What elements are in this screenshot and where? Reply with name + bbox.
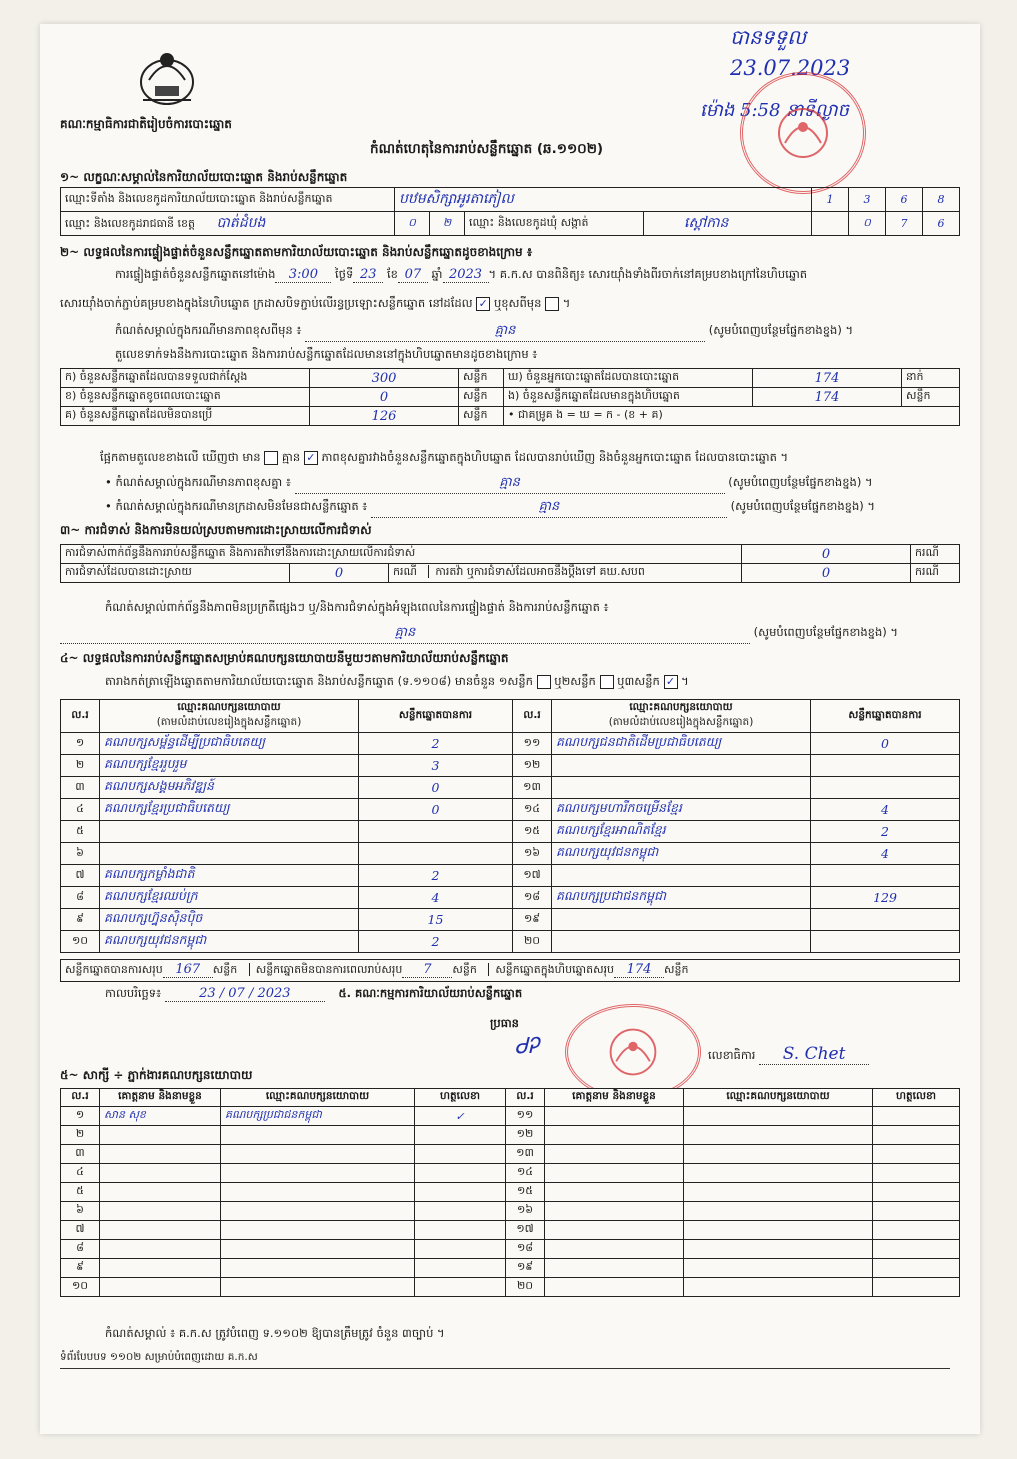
witness-name <box>545 1278 684 1297</box>
result-no: ១៤ <box>513 799 552 821</box>
witness-signature <box>415 1278 506 1297</box>
witness-name <box>545 1126 684 1145</box>
witness-signature <box>873 1240 960 1259</box>
witness-signature <box>873 1183 960 1202</box>
witness-party <box>684 1126 873 1145</box>
witness-party <box>221 1259 415 1278</box>
form-title: កំណត់ហេតុនៃការរាប់សន្លឹកឆ្នោត (ឆ.១១០២) <box>370 141 604 157</box>
witness-name <box>545 1240 684 1259</box>
witness-name <box>100 1240 221 1259</box>
witness-party <box>684 1259 873 1278</box>
signing-date: កាលបរិច្ឆេទ៖ 23 / 07 / 2023 ៥. គណៈកម្មការការិយាល័យរាប់សន្លឹកឆ្នោត <box>105 986 523 1001</box>
result-no: ២០ <box>513 931 552 953</box>
result-no: ៦ <box>61 843 100 865</box>
section5-title: ៥~ សាក្សី ÷ ភ្នាក់ងារគណបក្សនយោបាយ <box>60 1068 253 1082</box>
province-label: ឈ្មោះ និងលេខកូដរាជធានី ខេត្ត <box>65 217 195 230</box>
table-row <box>61 843 960 865</box>
result-no: ១ <box>61 733 100 755</box>
party-name <box>552 755 811 777</box>
witness-party <box>221 1221 415 1240</box>
witness-signature <box>415 1145 506 1164</box>
result-no: ១៩ <box>513 909 552 931</box>
party-votes: 3 <box>359 755 513 777</box>
sheet3-checkbox[interactable]: ✓ <box>664 675 678 689</box>
witness-party <box>221 1145 415 1164</box>
witness-party <box>684 1183 873 1202</box>
table-row <box>61 1164 960 1183</box>
province-value: បាត់ដំបង <box>216 215 266 231</box>
witness-signature <box>415 1183 506 1202</box>
party-name: គណបក្សមហារីកចម្រើនខ្មែរ <box>552 799 811 821</box>
section4-title: ៤~ លទ្ធផលនៃការរាប់សន្លឹកឆ្នោតសម្រាប់គណបក្សនយោបាយនីមួយៗតាមការិយាល័យរាប់សន្លឹកឆ្នោត <box>60 651 509 665</box>
party-name: គណបក្សយុវជនកម្ពុជា <box>552 843 811 865</box>
complaints-count: 0 <box>742 545 911 564</box>
table-row <box>61 1126 960 1145</box>
witness-no: ១៤ <box>506 1164 545 1183</box>
witness-no: ១ <box>61 1107 100 1126</box>
section4-intro: តារាងកត់ត្រាឡើងឆ្នោតតាមការិយាល័យបោះឆ្នោត និងរាប់សន្លឹកឆ្នោត (ទ.១១០៨) មានចំនួន ១សន្លឹក ឬ២សន្លឹក ឬ៣សន្លឹក ✓ ។ <box>105 674 689 688</box>
witness-name <box>100 1126 221 1145</box>
invalid-total: 7 <box>402 962 452 978</box>
witness-name <box>100 1164 221 1183</box>
witness-signature <box>873 1107 960 1126</box>
table-row <box>61 1145 960 1164</box>
witness-party: គណបក្សប្រជាជនកម្ពុជា <box>221 1107 415 1126</box>
witness-no: ១៦ <box>506 1202 545 1221</box>
commune-label: ឈ្មោះ និងលេខកូដឃុំ សង្កាត់ <box>465 212 644 236</box>
table-row <box>61 1221 960 1240</box>
party-name: គណបក្សជនជាតិដើមប្រជាធិបតេយ្យ <box>552 733 811 755</box>
verify-month: 07 <box>398 267 428 283</box>
org-name: គណៈកម្មាធិការជាតិរៀបចំការបោះឆ្នោត <box>60 117 232 131</box>
witness-party <box>684 1240 873 1259</box>
commune-value: ស្ដៅកាន <box>644 212 812 236</box>
valid-total: 167 <box>163 962 213 978</box>
table-row <box>61 1278 960 1297</box>
table-row <box>61 1183 960 1202</box>
table-row <box>61 1107 960 1126</box>
table-row <box>61 1240 960 1259</box>
witness-no: ១៩ <box>506 1259 545 1278</box>
party-name: គណបក្សខ្មែររួបរួម <box>100 755 359 777</box>
witness-party <box>684 1278 873 1297</box>
witness-signature: ✓ <box>415 1107 506 1126</box>
witness-name <box>545 1107 684 1126</box>
witness-no: ៥ <box>61 1183 100 1202</box>
secretary-signature: S. Chet <box>759 1044 869 1065</box>
witness-name <box>100 1183 221 1202</box>
witness-party <box>221 1240 415 1259</box>
witness-name <box>100 1221 221 1240</box>
witness-party <box>221 1126 415 1145</box>
bullet-note-1: • កំណត់សម្គាល់ក្នុងករណីមានភាពខុសគ្នា ៖ គ្មាន (សូមបំពេញបន្ថែមផ្នែកខាងខ្នង) ។ <box>105 474 965 494</box>
witness-signature <box>873 1164 960 1183</box>
witness-party <box>684 1221 873 1240</box>
witness-name <box>545 1164 684 1183</box>
received-time: ម៉ោង 5:58 នាទីល្ងាច <box>700 100 849 121</box>
witness-no: ១៨ <box>506 1240 545 1259</box>
party-votes: 4 <box>811 799 960 821</box>
section2-line1: ការផ្ទៀងផ្ទាត់ចំនួនសន្លឹកឆ្នោតនៅម៉ោង 3:00 ថ្ងៃទី 23 ខែ 07 ឆ្នាំ 2023 ។ គ.ក.ស បានពិនិត្យ៖ សោរយ៉ាំងទាំងពីរចាក់នៅគម្របខាងក្រៅនៃហិបឆ្នោត <box>115 267 808 282</box>
party-votes: 0 <box>359 799 513 821</box>
verify-time: 3:00 <box>275 267 331 283</box>
result-no: ២ <box>61 755 100 777</box>
section2-line2: សោរយ៉ាំងចាក់ភ្ជាប់គម្របខាងក្នុងនៃហិបឆ្នោត ក្រដាសបិទភ្ជាប់លើរន្ធប្រឡោះសន្លឹកឆ្នោត នៅដដែល ✓ ឬខុសពីមុន ។ <box>60 296 571 310</box>
form-page <box>40 24 980 1434</box>
party-name: គណបក្សហ្វ៊ុនស៊ិនប៉ិច <box>100 909 359 931</box>
witness-no: ១០ <box>61 1278 100 1297</box>
witness-no: ៩ <box>61 1259 100 1278</box>
table-row <box>61 931 960 953</box>
party-votes <box>359 821 513 843</box>
witness-party <box>684 1107 873 1126</box>
location-label: ឈ្មោះទីតាំង និងលេខកូដការិយាល័យបោះឆ្នោត និងរាប់សន្លឹកឆ្នោត <box>61 188 395 212</box>
result-no: ៥ <box>61 821 100 843</box>
result-no: ១៦ <box>513 843 552 865</box>
sheet1-checkbox[interactable] <box>537 675 551 689</box>
result-no: ១៣ <box>513 777 552 799</box>
table-row <box>61 821 960 843</box>
section2-title: ២~ លទ្ធផលនៃការផ្ទៀងផ្ទាត់ចំនួនសន្លឹកឆ្នោតតាមការិយាល័យបោះឆ្នោត និងរាប់សន្លឹកឆ្នោតដូចខាងក្រោម ៖ <box>60 245 533 259</box>
section1-table <box>60 187 960 236</box>
witness-party <box>684 1164 873 1183</box>
section2-p3: តួលេខទាក់ទងនឹងការបោះឆ្នោត និងការរាប់សន្លឹកឆ្នោតដែលមាននៅក្នុងហិបឆ្នោតមានដូចខាងក្រោម ៖ <box>115 347 538 361</box>
nec-emblem-icon <box>135 42 199 110</box>
witness-signature <box>873 1259 960 1278</box>
changed-checkbox[interactable] <box>545 297 559 311</box>
chair-signature: ᏧᎮ <box>515 1034 539 1059</box>
party-votes: 2 <box>359 733 513 755</box>
commune-code-1: ០ <box>849 212 886 236</box>
sheet2-checkbox[interactable] <box>600 675 614 689</box>
witness-signature <box>873 1202 960 1221</box>
commune-stamp <box>740 72 866 194</box>
commune-code-3: 6 <box>923 212 960 236</box>
witness-no: ៣ <box>61 1145 100 1164</box>
location-value: បឋមសិក្សាអូរតាភៀល <box>395 188 812 212</box>
witness-no: ៨ <box>61 1240 100 1259</box>
section3-note-line: គ្មាន (សូមបំពេញបន្ថែមផ្នែកខាងខ្នង) ។ <box>60 624 960 644</box>
party-votes <box>811 755 960 777</box>
party-name <box>552 909 811 931</box>
party-name <box>100 843 359 865</box>
witness-signature <box>415 1221 506 1240</box>
party-name: គណបក្សយុវជនកម្ពុជា <box>100 931 359 953</box>
witness-party <box>221 1202 415 1221</box>
complaints-appealed: 0 <box>742 564 911 583</box>
party-votes: 0 <box>359 777 513 799</box>
party-votes: 15 <box>359 909 513 931</box>
witness-name <box>100 1202 221 1221</box>
note-value: គ្មាន <box>305 322 705 342</box>
party-votes: 2 <box>359 931 513 953</box>
section3-note: កំណត់សម្គាល់ពាក់ព័ន្ធនឹងភាពមិនប្រក្រតីផ្សេងៗ ឬ/និងការជំទាស់ក្នុងអំឡុងពេលនៃការផ្ទៀងផ្ទាត់ និងការរាប់សន្លឹកឆ្នោត ៖ <box>105 600 609 614</box>
verify-day: 23 <box>353 267 383 283</box>
witness-name <box>545 1202 684 1221</box>
province-code-2: ២ <box>430 212 465 236</box>
result-no: ១២ <box>513 755 552 777</box>
party-votes <box>811 931 960 953</box>
ballots-unused: 126 <box>310 407 459 426</box>
result-no: ១៨ <box>513 887 552 909</box>
result-no: ១០ <box>61 931 100 953</box>
witness-name <box>100 1145 221 1164</box>
witness-name <box>100 1259 221 1278</box>
witness-name: សាន សុខ <box>100 1107 221 1126</box>
table-row <box>61 909 960 931</box>
witness-table: ល.រ គោត្តនាម និងនាមខ្លួន ឈ្មោះគណបក្សនយោបាយ ហត្ថលេខា ល.រ គោត្តនាម និងនាមខ្លួន ឈ្មោះគណបក្សនយោបាយ ហត្ថលេខា ១ សាន សុខ គណបក្សប្រជាជនកម្ពុជា ✓ ១១ ២ ១២ ៣ ១៣ ៤ ១៤ ៥ ១៥ ៦ ១៦ ៧ ១៧ ៨ ១៨ ៩ ១៩ ១០ ២០ <box>60 1088 960 1297</box>
ballots-received: 300 <box>310 369 459 388</box>
result-no: ៨ <box>61 887 100 909</box>
result-no: ១៧ <box>513 865 552 887</box>
voters-voted: 174 <box>753 369 902 388</box>
discrepancy-line: ផ្អែកតាមតួលេខខាងលើ ឃើញថា មាន គ្មាន ✓ ភាពខុសគ្នារវាងចំនួនសន្លឹកឆ្នោតក្នុងហិបឆ្នោត ដែលបានរាប់ឃើញ និងចំនួនអ្នកបោះឆ្នោត ដែលបានបោះឆ្នោត ។ <box>100 450 789 464</box>
party-votes: 2 <box>359 865 513 887</box>
location-code-4: 8 <box>923 188 960 212</box>
party-votes <box>811 909 960 931</box>
has-discrepancy-checkbox[interactable] <box>264 451 278 465</box>
result-no: ១៥ <box>513 821 552 843</box>
received-date: 23.07.2023 <box>730 56 851 80</box>
table-row <box>61 1259 960 1278</box>
witness-party <box>221 1183 415 1202</box>
party-votes <box>359 843 513 865</box>
party-name <box>552 777 811 799</box>
party-votes: 129 <box>811 887 960 909</box>
witness-name <box>545 1145 684 1164</box>
witness-name <box>545 1221 684 1240</box>
party-name: គណបក្សខ្មែរប្រជាធិបតេយ្យ <box>100 799 359 821</box>
chair-label: ប្រធាន <box>490 1016 519 1030</box>
location-code-3: 6 <box>886 188 923 212</box>
party-name: គណបក្សខ្មែរអាណិតខ្មែរ <box>552 821 811 843</box>
witness-signature <box>873 1145 960 1164</box>
witness-no: ២ <box>61 1126 100 1145</box>
table-row <box>61 865 960 887</box>
party-votes: 0 <box>811 733 960 755</box>
result-no: ៩ <box>61 909 100 931</box>
section4-totals: សន្លឹកឆ្នោតបានការសរុប 167 សន្លឹក សន្លឹកឆ្នោតមិនបានការពេលរាប់សរុប 7 សន្លឹក សន្លឹកឆ្នោតក្នុងហិបឆ្នោតសរុប 174 សន្លឹក <box>60 959 960 982</box>
witness-name <box>545 1183 684 1202</box>
witness-no: ១៣ <box>506 1145 545 1164</box>
witness-signature <box>415 1126 506 1145</box>
witness-party <box>221 1164 415 1183</box>
witness-party <box>684 1202 873 1221</box>
result-no: ៤ <box>61 799 100 821</box>
party-name: គណបក្សសង្គមអភិវឌ្ឍន៍ <box>100 777 359 799</box>
bullet-note-2: • កំណត់សម្គាល់ក្នុងករណីមានក្រដាសមិនមែនជាសន្លឹកឆ្នោត ៖ គ្មាន (សូមបំពេញបន្ថែមផ្នែកខាងខ្នង) ។ <box>105 498 965 518</box>
section3-title: ៣~ ការជំទាស់ និងការមិនយល់ស្របតាមការដោះស្រាយលើការជំទាស់ <box>60 523 372 537</box>
result-no: ៣ <box>61 777 100 799</box>
table-row <box>61 887 960 909</box>
complaints-table: ការជំទាស់ពាក់ព័ន្ធនឹងការរាប់សន្លឹកឆ្នោត និងការតវ៉ាទៅនឹងការដោះស្រាយលើការជំទាស់ 0 ករណី ការជំទាស់ដែលបានដោះស្រាយ 0 ករណី ការតវ៉ា ឬការជំទាស់ដែលអាចនឹងប្តឹងទៅ គឃ.សបព 0 ករណី <box>60 544 960 583</box>
commune-code-2: 7 <box>886 212 923 236</box>
witness-party <box>684 1145 873 1164</box>
witness-signature <box>873 1221 960 1240</box>
party-results-table: ល.រ ឈ្មោះគណបក្សនយោបាយ (តាមលំដាប់លេខរៀងក្នុងសន្លឹកឆ្នោត) សន្លឹកឆ្នោតបានការ ល.រ ឈ្មោះគណបក្សនយោបាយ (តាមលំដាប់លេខរៀងក្នុងសន្លឹកឆ្នោត) សន្លឹកឆ្នោតបានការ ១ គណបក្សសម្ព័ន្ធដើម្បីប្រជាធិបតេយ្យ 2 ១១ គណបក្សជនជាតិដើមប្រជាធិបតេយ្យ 0 ២ គណបក្សខ្មែររួបរួម 3 ១២ ៣ គណបក្សសង្គមអភិវឌ្ឍន៍ 0 ១៣ ៤ គណបក្សខ្មែរប្រជាធិបតេយ្យ 0 ១៤ គណបក្សមហារីកចម្រើនខ្មែរ 4 ៥ ១៥ គណបក្សខ្មែរអាណិតខ្មែរ 2 ៦ ១៦ គណបក្សយុវជនកម្ពុជា 4 ៧ គណបក្សកម្លាំងជាតិ 2 ១៧ ៨ គណបក្សខ្មែរឈប់ក្រ 4 ១៨ គណបក្សប្រជាជនកម្ពុជា 129 ៩ គណបក្សហ្វ៊ុនស៊ិនប៉ិច 15 ១៩ ១០ គណបក្សយុវជនកម្ពុជា 2 ២០ <box>60 699 960 953</box>
ballots-in-box: 174 <box>753 388 902 407</box>
table-row <box>61 777 960 799</box>
witness-no: ១៥ <box>506 1183 545 1202</box>
witness-signature <box>415 1240 506 1259</box>
ballot-count-table: ក) ចំនួនសន្លឹកឆ្នោតដែលបានទទួលជាក់ស្តែង 300 សន្លឹក ឃ) ចំនួនអ្នកបោះឆ្នោតដែលបានបោះឆ្នោត 174 នាក់ ខ) ចំនួនសន្លឹកឆ្នោតខូចពេលបោះឆ្នោត 0 សន្លឹក ង) ចំនួនសន្លឹកឆ្នោតដែលមានក្នុងហិបឆ្នោត 174 សន្លឹក គ) ចំនួនសន្លឹកឆ្នោតដែលមិនបានប្រើ 126 សន្លឹក • ជាគម្រូគ ង = ឃ = ក - (ខ + គ) <box>60 368 960 426</box>
footer-bottom: ទំព័របែបបទ ១១០២ សម្រាប់បំពេញដោយ គ.ក.ស <box>60 1351 950 1369</box>
witness-no: ២០ <box>506 1278 545 1297</box>
secretary: លេខាធិការ S. Chet <box>708 1044 869 1065</box>
party-name: គណបក្សប្រជាជនកម្ពុជា <box>552 887 811 909</box>
location-code-1: 1 <box>812 188 849 212</box>
witness-no: ១១ <box>506 1107 545 1126</box>
table-row <box>61 755 960 777</box>
committee-stamp <box>565 1004 701 1100</box>
section2-note: កំណត់សម្គាល់ក្នុងករណីមានភាពខុសពីមុន ៖ គ្មាន (សូមបំពេញបន្ថែមផ្នែកខាងខ្នង) ។ <box>115 322 965 342</box>
witness-no: ១៧ <box>506 1221 545 1240</box>
received-note: បានទទួល <box>730 25 807 49</box>
witness-no: ៦ <box>61 1202 100 1221</box>
witness-signature <box>415 1164 506 1183</box>
party-votes: 4 <box>811 843 960 865</box>
party-votes <box>811 865 960 887</box>
witness-no: ៤ <box>61 1164 100 1183</box>
province-code-1: ០ <box>395 212 430 236</box>
witness-no: ៧ <box>61 1221 100 1240</box>
party-votes: 2 <box>811 821 960 843</box>
party-name: គណបក្សខ្មែរឈប់ក្រ <box>100 887 359 909</box>
unchanged-checkbox[interactable]: ✓ <box>476 297 490 311</box>
ballots-spoiled: 0 <box>310 388 459 407</box>
witness-signature <box>873 1278 960 1297</box>
no-discrepancy-checkbox[interactable]: ✓ <box>304 451 318 465</box>
party-name: គណបក្សកម្លាំងជាតិ <box>100 865 359 887</box>
party-name <box>552 865 811 887</box>
party-votes <box>811 777 960 799</box>
party-name <box>100 821 359 843</box>
complaints-resolved: 0 <box>290 564 389 583</box>
party-name <box>552 931 811 953</box>
witness-name <box>545 1259 684 1278</box>
witness-signature <box>415 1259 506 1278</box>
table-row <box>61 733 960 755</box>
table-row <box>61 799 960 821</box>
party-votes: 4 <box>359 887 513 909</box>
box-total: 174 <box>614 962 664 978</box>
witness-signature <box>873 1126 960 1145</box>
witness-name <box>100 1278 221 1297</box>
witness-party <box>221 1278 415 1297</box>
section1-title: ១~ លក្ខណៈសម្គាល់នៃការិយាល័យបោះឆ្នោត និងរាប់សន្លឹកឆ្នោត <box>60 170 348 184</box>
result-no: ១១ <box>513 733 552 755</box>
result-no: ៧ <box>61 865 100 887</box>
table-row <box>61 1202 960 1221</box>
witness-no: ១២ <box>506 1126 545 1145</box>
witness-signature <box>415 1202 506 1221</box>
verify-year: 2023 <box>443 267 489 283</box>
party-name: គណបក្សសម្ព័ន្ធដើម្បីប្រជាធិបតេយ្យ <box>100 733 359 755</box>
footer-note: កំណត់សម្គាល់ ៖ គ.ក.ស ត្រូវបំពេញ ទ.១១០២ ឱ្យបានត្រឹមត្រូវ ចំនួន ៣ច្បាប់ ។ <box>105 1326 445 1340</box>
location-code-2: 3 <box>849 188 886 212</box>
